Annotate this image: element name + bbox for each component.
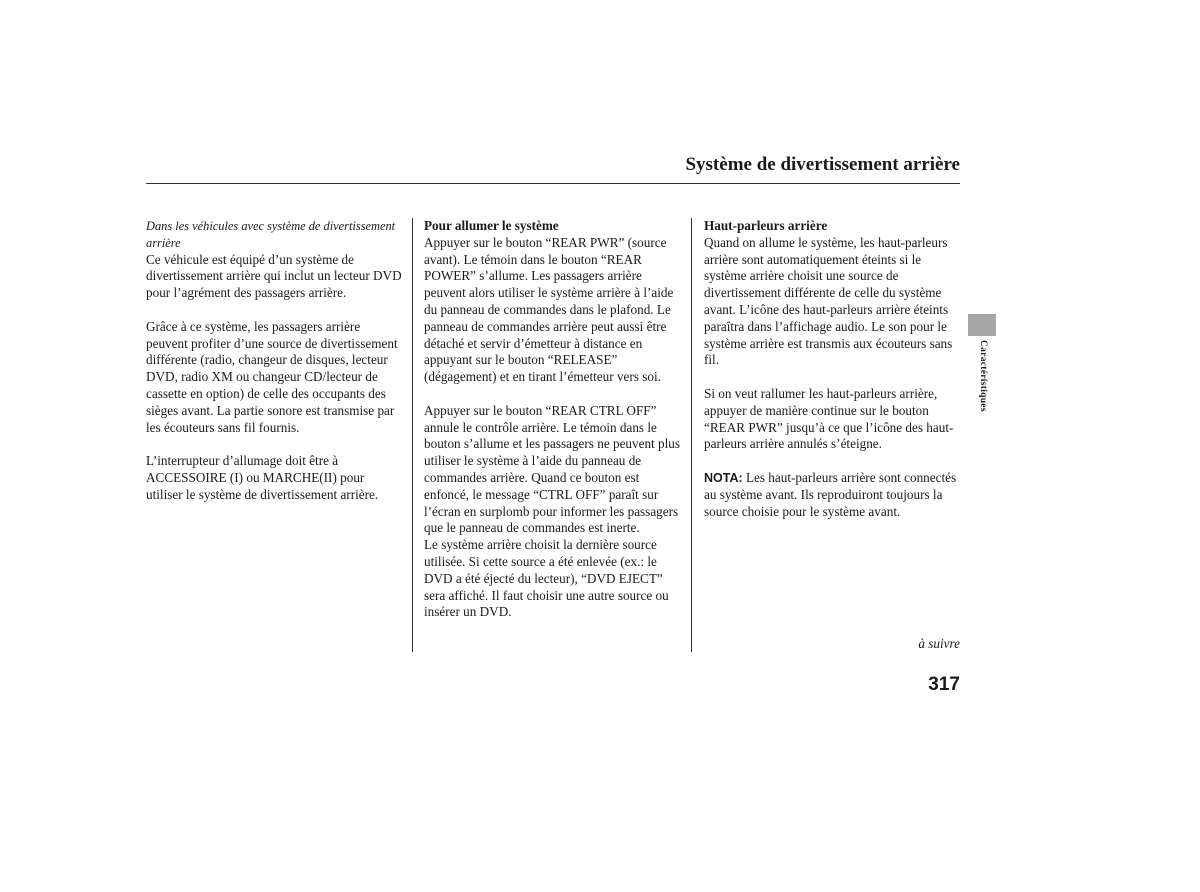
- paragraph: Appuyer sur le bouton “REAR PWR” (source avant). Le témoin dans le bouton “REAR POWER” s’allume. Les passagers arrière peuvent alors utiliser le système arrière à l’aide du panneau de commandes dans le plafond. Le panneau de commandes arrière peut aussi être détaché et servir d’émetteur à distance en appuyant sur le bouton “RELEASE” (dégagement) et en tirant l’émetteur vers soi.: [424, 234, 674, 385]
- note-paragraph: [704, 470, 962, 520]
- paragraph: Ce véhicule est équipé d’un système de divertissement arrière qui inclut un lecteur DVD pour l’agrément des passagers arrière.: [146, 251, 402, 301]
- note-label: NOTA:: [704, 470, 743, 485]
- column-right: [704, 218, 962, 520]
- column-left: [146, 218, 404, 504]
- paragraph: Quand on allume le système, les haut-parleurs arrière sont automatiquement éteints si le système arrière choisit une source de divertissement différente de celle du système avant. L’icône des haut-parleurs arrière éteints paraîtra dans l’affichage audio. Le son pour le système arrière est transmis aux écouteurs sans fil.: [704, 234, 953, 368]
- column-divider: [412, 218, 413, 652]
- paragraph: Si on veut rallumer les haut-parleurs arrière, appuyer de manière continue sur le bouton “REAR PWR” jusqu’à ce que l’icône des haut-parleurs arrière annulés s’éteigne.: [704, 385, 954, 452]
- intro-note: Dans les véhicules avec système de divertissement arrière: [146, 219, 396, 250]
- paragraph: Appuyer sur le bouton “REAR CTRL OFF” annule le contrôle arrière. Le témoin dans le bouton s’allume et les passagers ne peuvent plus utiliser le système à l’aide du panneau de commandes arrière. Quand ce bouton est enfoncé, le message “CTRL OFF” paraît sur l’écran en surplomb pour informer les passagers que le panneau de commandes est inerte.: [424, 402, 680, 536]
- paragraph: Grâce à ce système, les passagers arrière peuvent profiter d’une source de divertissement différente (radio, changeur de disques, lecteur DVD, radio XM ou changeur CD/lecteur de cassette en option) de celle des occupants des sièges avant. La partie sonore est transmise par les écouteurs sans fil fournis.: [146, 318, 398, 435]
- column-divider: [691, 218, 692, 652]
- column-middle: [424, 218, 686, 621]
- section-tab-label: Caractéristiques: [978, 340, 988, 412]
- paragraph: Le système arrière choisit la dernière source utilisée. Si cette source a été enlevée (ex.: le DVD a été éjecté du lecteur), “DVD EJECT” sera affiché. Il faut choisir une autre source ou insérer un DVD.: [424, 537, 669, 620]
- page-number: 317: [928, 674, 960, 695]
- continued-note: à suivre: [918, 636, 960, 651]
- section-tab-marker: [968, 314, 996, 336]
- title-rule: [146, 183, 960, 184]
- section-heading: Haut-parleurs arrière: [704, 218, 828, 233]
- note-text: Les haut-parleurs arrière sont connectés au système avant. Ils reproduiront toujours la source choisie pour le système avant.: [704, 469, 957, 519]
- section-heading: Pour allumer le système: [424, 218, 559, 233]
- paragraph: L’interrupteur d’allumage doit être à ACCESSOIRE (I) ou MARCHE(II) pour utiliser le système de divertissement arrière.: [146, 453, 379, 502]
- page-title: Système de divertissement arrière: [685, 154, 960, 175]
